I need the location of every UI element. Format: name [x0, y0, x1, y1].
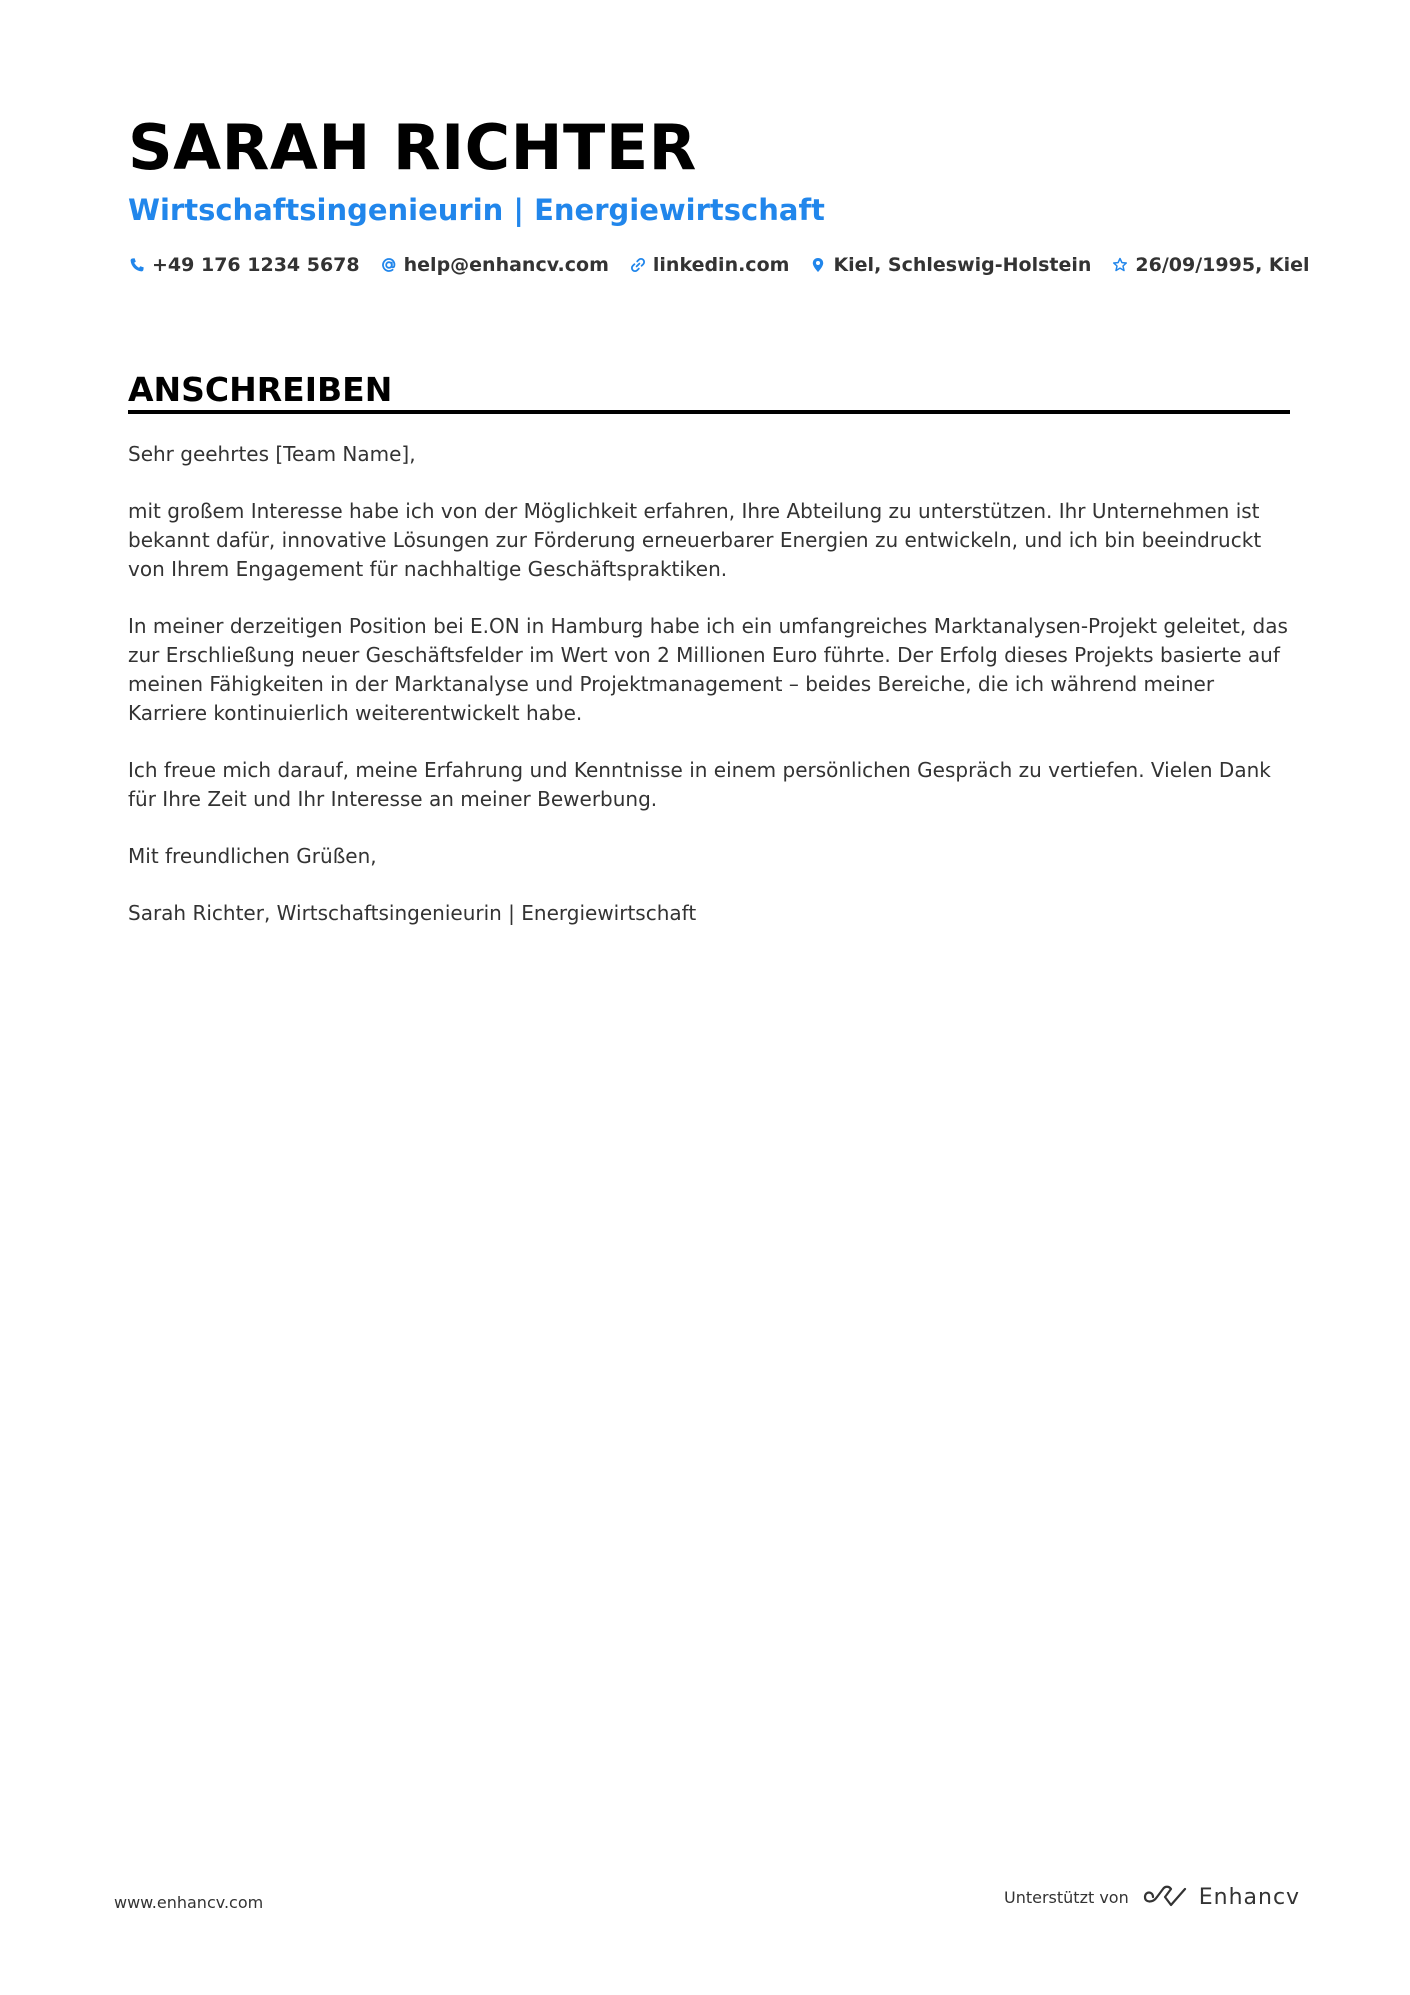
letter-paragraph: Ich freue mich darauf, meine Erfahrung und Kenntnisse in einem persönlichen Gespräch zu vertiefen. Vielen Dank für Ihre Zeit und Ihr Interesse an meiner Bewerbung. [128, 758, 1271, 811]
footer-website[interactable]: www.enhancv.com [114, 1893, 264, 1912]
at-icon [380, 256, 398, 274]
brand-name: Enhancv [1198, 1884, 1301, 1910]
location-pin-icon [809, 256, 827, 274]
letter-salutation: Sehr geehrtes [Team Name], [128, 442, 416, 466]
contact-linkedin-text: linkedin.com [652, 254, 790, 276]
contact-email[interactable] [380, 254, 609, 276]
section-divider [128, 410, 1290, 414]
footer-branding [1004, 1884, 1300, 1910]
contact-birth [1111, 254, 1309, 276]
contact-email-text: help@enhancv.com [403, 254, 609, 276]
phone-icon [128, 256, 146, 274]
contact-birth-text: 26/09/1995, Kiel [1135, 254, 1310, 276]
contact-phone-text: +49 176 1234 5678 [152, 254, 360, 276]
letter-closing: Mit freundlichen Grüßen, [128, 844, 377, 868]
contact-location-text: Kiel, Schleswig-Holstein [833, 254, 1092, 276]
link-icon [629, 256, 647, 274]
letter-paragraph: mit großem Interesse habe ich von der Möglichkeit erfahren, Ihre Abteilung zu unterstützen. Ihr Unternehmen ist bekannt dafür, innovative Lösungen zur Förderung erneuerbarer Energien zu entwickeln, und ich bin beeindruckt von Ihrem Engagement für nachhaltige Geschäftspraktiken. [128, 499, 1262, 581]
contact-phone[interactable] [128, 254, 360, 276]
job-title: Wirtschaftsingenieurin | Energiewirtschaft [128, 193, 825, 227]
section-title: ANSCHREIBEN [128, 370, 393, 409]
letter-body [128, 440, 1290, 956]
contact-linkedin[interactable] [629, 254, 790, 276]
letter-paragraph: In meiner derzeitigen Position bei E.ON in Hamburg habe ich ein umfangreiches Marktanalysen-Projekt geleitet, das zur Erschließung neuer Geschäftsfelder im Wert von 2 Millionen Euro führte. Der Erfolg dieses Projekts basierte auf meinen Fähigkeiten in der Marktanalyse und Projektmanagement – beides Bereiche, die ich während meiner Karriere kontinuierlich weiterentwickelt habe. [128, 614, 1288, 725]
letter-signature: Sarah Richter, Wirtschaftsingenieurin | Energiewirtschaft [128, 901, 697, 925]
contact-location [809, 254, 1091, 276]
applicant-name: SARAH RICHTER [128, 111, 697, 184]
contact-bar [128, 254, 1330, 276]
enhancv-logo-icon [1141, 1884, 1189, 1910]
powered-by-text: Unterstützt von [1004, 1887, 1129, 1907]
star-icon [1111, 256, 1129, 274]
